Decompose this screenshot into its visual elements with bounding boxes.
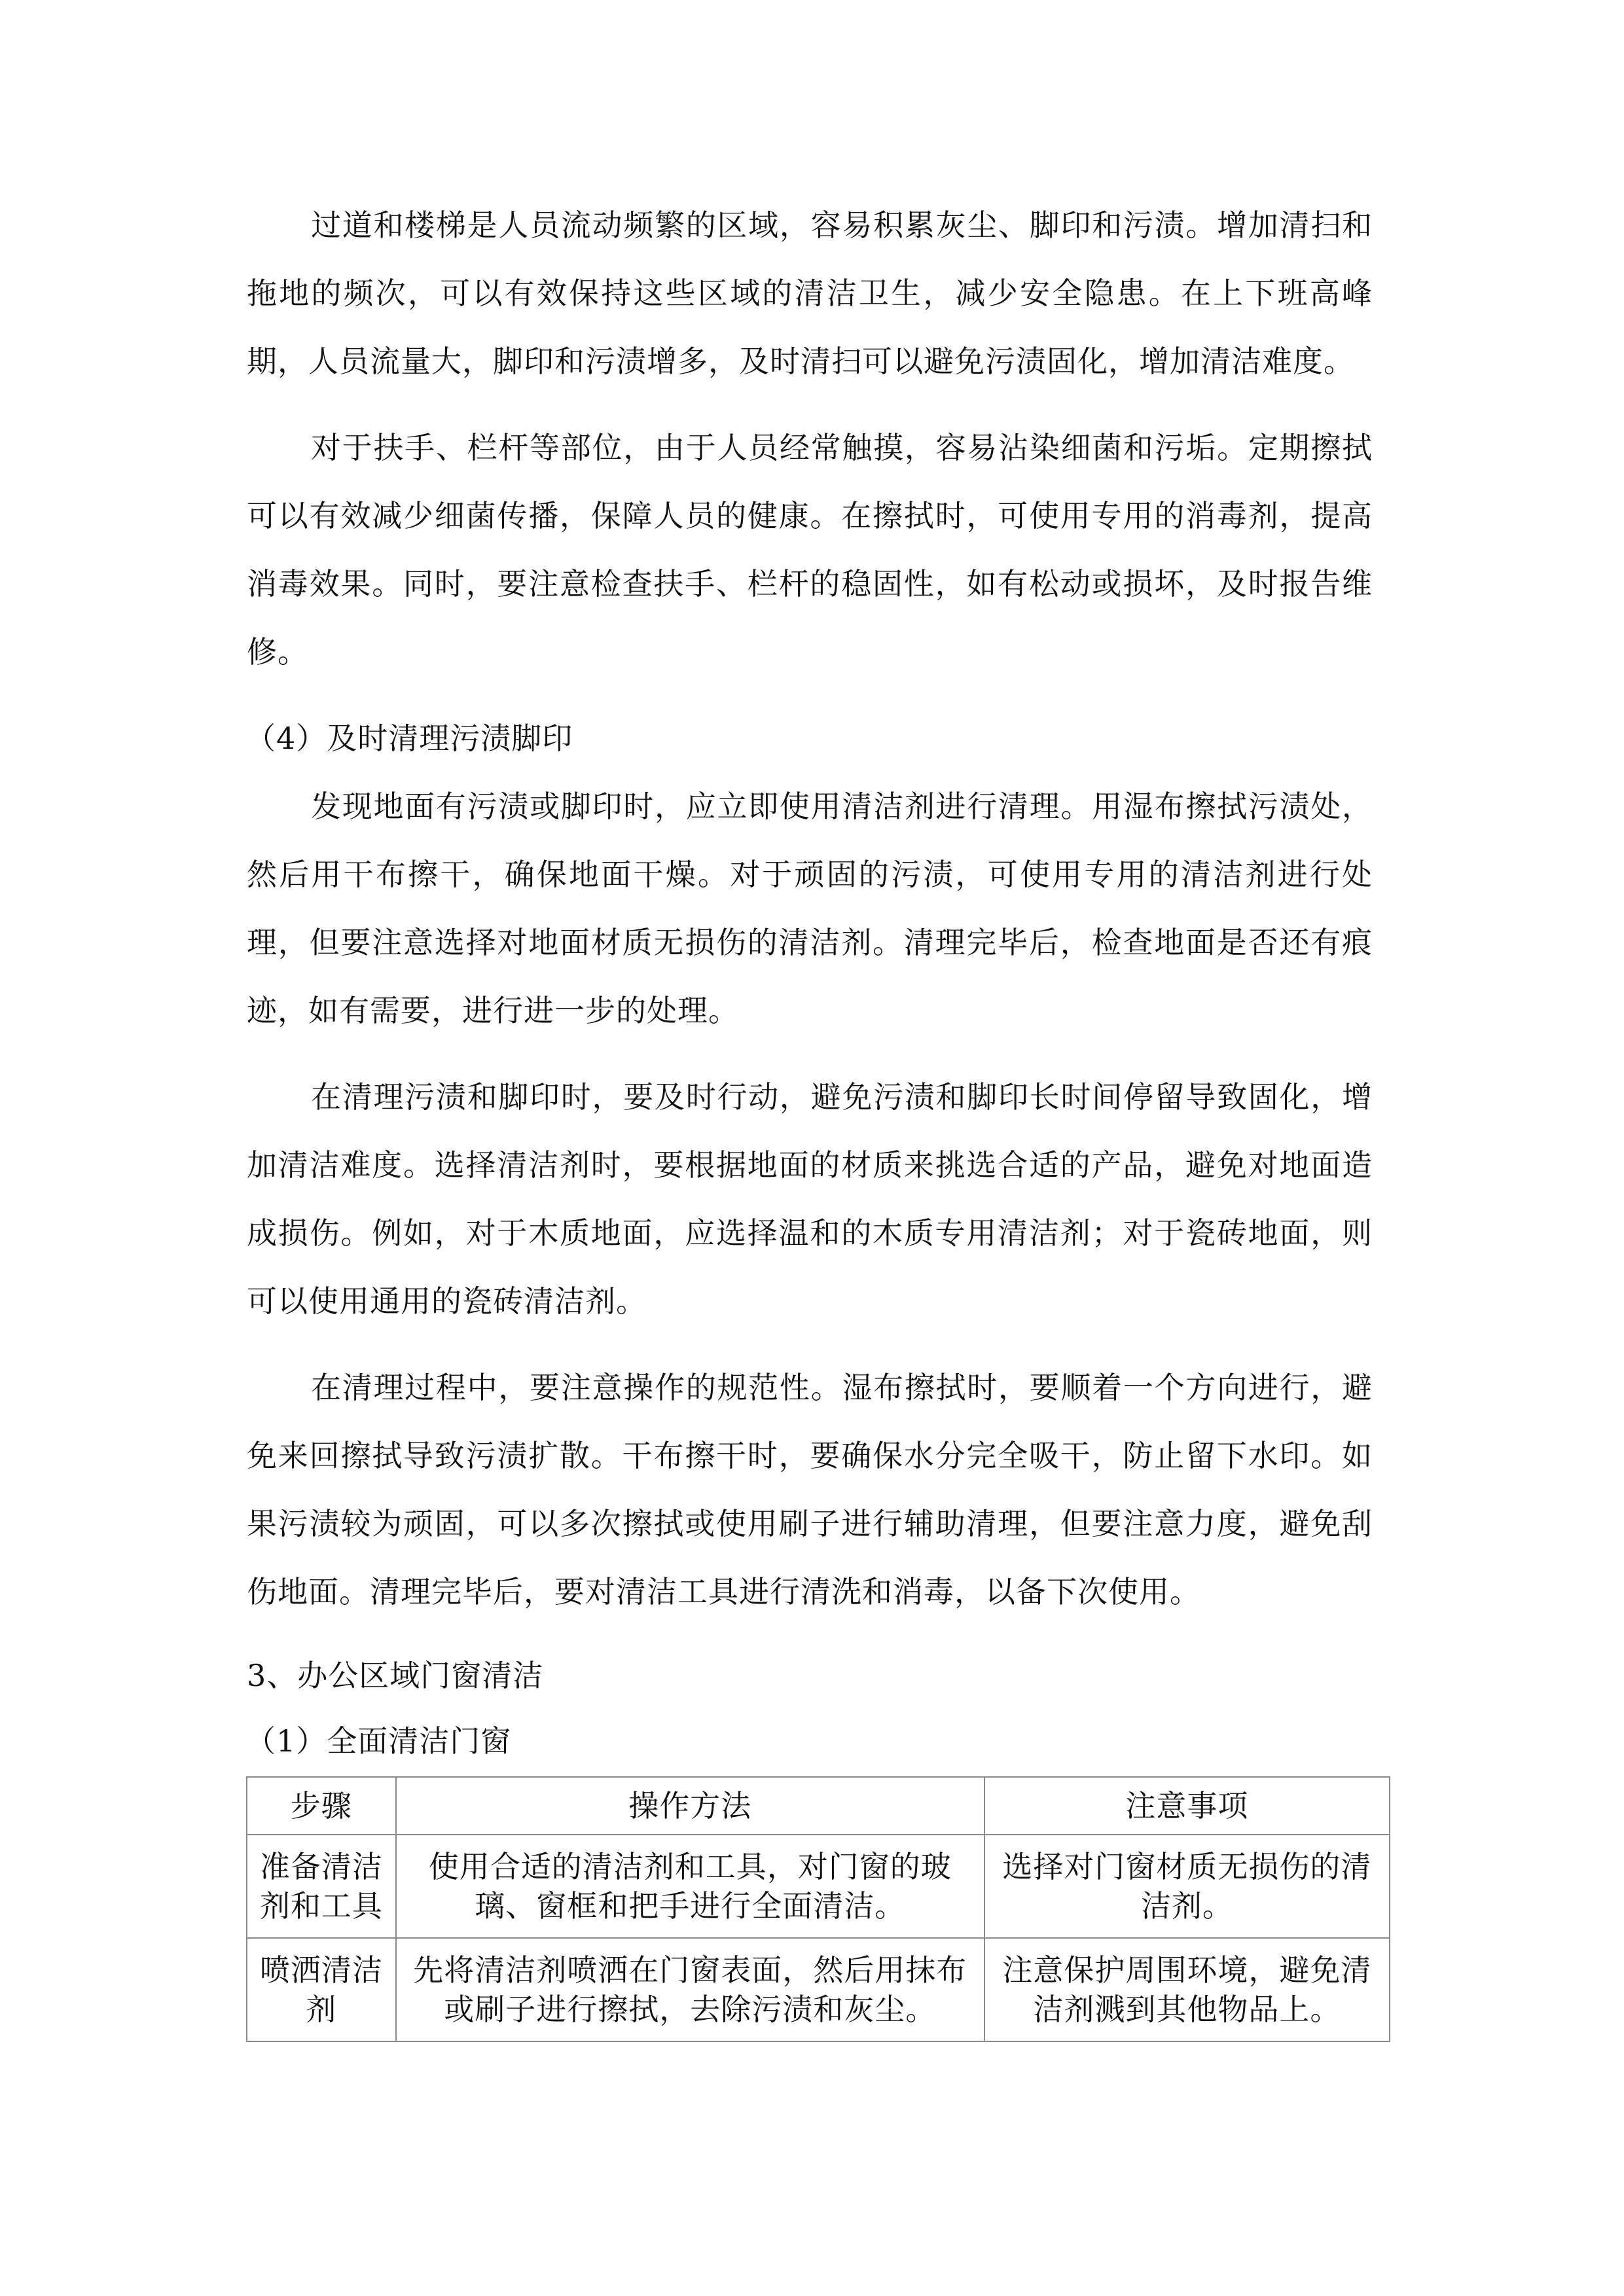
table-cell-method: 先将清洁剂喷洒在门窗表面，然后用抹布或刷子进行擦拭，去除污渍和灰尘。 [396,1938,984,2041]
paragraph-timely-action: 在清理污渍和脚印时，要及时行动，避免污渍和脚印长时间停留导致固化，增加清洁难度。选择清洁剂时，要根据地面的材质来挑选合适的产品，避免对地面造成损伤。例如，对于木质地面，应选择温和的木质专用清洁剂；对于瓷砖地面，则可以使用通用的瓷砖清洁剂。 [247,1079,1373,1319]
table-header-method: 操作方法 [396,1777,984,1835]
table-cell-note: 注意保护周围环境，避免清洁剂溅到其他物品上。 [984,1938,1390,2041]
paragraph-operation-norms: 在清理过程中，要注意操作的规范性。湿布擦拭时，要顺着一个方向进行，避免来回擦拭导致污渍扩散。干布擦干时，要确保水分完全吸干，防止留下水印。如果污渍较为顽固，可以多次擦拭或使用刷子进行辅助清理，但要注意力度，避免刮伤地面。清理完毕后，要对清洁工具进行清洗和消毒，以备下次使用。 [247,1370,1373,1609]
table-header-notes: 注意事项 [984,1777,1390,1835]
paragraph-stain-cleaning: 发现地面有污渍或脚印时，应立即使用清洁剂进行清理。用湿布擦拭污渍处，然后用干布擦干，确保地面干燥。对于顽固的污渍，可使用专用的清洁剂进行处理，但要注意选择对地面材质无损伤的清洁剂。清理完毕后，检查地面是否还有痕迹，如有需要，进行进一步的处理。 [247,789,1373,1028]
table-cell-step: 准备清洁剂和工具 [247,1835,396,1938]
table-row [247,1938,1390,2041]
table-header-row [247,1777,1390,1835]
table-cell-step: 喷洒清洁剂 [247,1938,396,2041]
document-body [247,191,1373,1775]
paragraph-handrails: 对于扶手、栏杆等部位，由于人员经常触摸，容易沾染细菌和污垢。定期擦拭可以有效减少细菌传播，保障人员的健康。在擦拭时，可使用专用的消毒剂，提高消毒效果。同时，要注意检查扶手、栏杆的稳固性，如有松动或损坏，及时报告维修。 [247,430,1373,670]
paragraph-corridor-stairs: 过道和楼梯是人员流动频繁的区域，容易积累灰尘、脚印和污渍。增加清扫和拖地的频次，可以有效保持这些区域的清洁卫生，减少安全隐患。在上下班高峰期，人员流量大，脚印和污渍增多，及时清扫可以避免污渍固化，增加清洁难度。 [247,207,1373,379]
table-header-step: 步骤 [247,1777,396,1835]
table-row [247,1835,1390,1938]
heading-clean-stains-footprints: （4）及时清理污渍脚印 [245,721,573,756]
table-cell-note: 选择对门窗材质无损伤的清洁剂。 [984,1835,1390,1938]
table-cell-method: 使用合适的清洁剂和工具，对门窗的玻璃、窗框和把手进行全面清洁。 [396,1835,984,1938]
section-title-doors-windows: 3、办公区域门窗清洁 [247,1658,544,1693]
heading-full-clean-doors-windows: （1）全面清洁门窗 [245,1723,512,1759]
cleaning-steps-table [246,1776,1390,2042]
